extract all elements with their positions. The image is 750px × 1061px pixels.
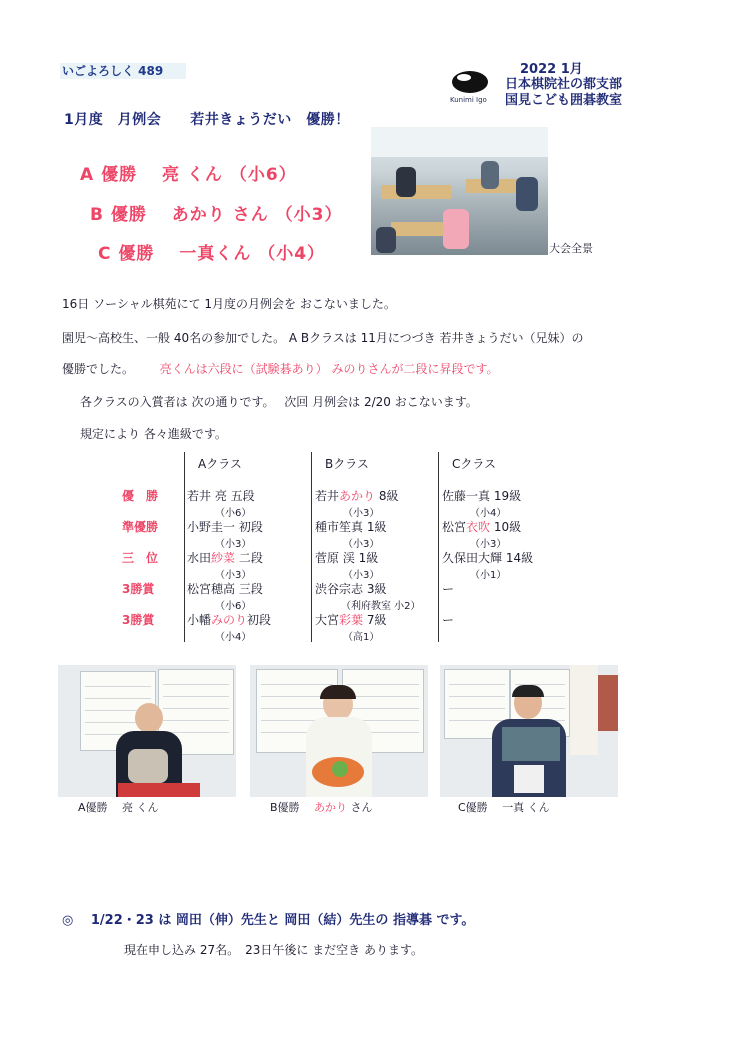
player-name-pre: ー (442, 613, 455, 627)
player-grade-b: （小3） (343, 539, 380, 550)
player-name-post: 7級 (363, 613, 387, 627)
issue-date: 2022 1月 (520, 62, 583, 77)
rank-label: 三 位 (122, 551, 159, 565)
player-grade-b: （小3） (343, 508, 380, 519)
player-name-pre: 松宮穂高 三段 (187, 582, 263, 596)
rank-label: 準優勝 (122, 520, 159, 534)
player-name-pre: 小野圭一 初段 (187, 520, 263, 534)
result-cell-b (315, 580, 386, 597)
player-name-pre: ー (442, 582, 455, 596)
result-cell-b (315, 487, 398, 504)
photo-c-caption (458, 799, 550, 815)
result-cell-c (442, 518, 521, 535)
player-grade-b: （小3） (343, 570, 380, 581)
photo-a-caption-pre: A優勝 (78, 801, 123, 814)
player-grade-a: （小6） (215, 508, 252, 519)
photo-c-caption-post: 一真 くん (502, 801, 550, 814)
player-name-hl: みのり (211, 613, 248, 627)
body-line-1: 16日 ソーシャル棋苑にて 1月度の月例会を おこないました。 (62, 297, 396, 311)
photo-b-caption (270, 799, 373, 815)
column-divider (438, 452, 439, 642)
tournament-overview-photo (371, 127, 548, 255)
player-grade-c: （小4） (470, 508, 507, 519)
logo-text: Kunimi Igo (450, 96, 487, 104)
teaching-game-notice: ◎ 1/22・23 は 岡田（伸）先生と 岡田（結）先生の 指導碁 です。 (62, 913, 475, 928)
org-name: 日本棋院社の都支部 (505, 77, 623, 92)
classroom-name: 国見こども囲碁教室 (505, 93, 623, 108)
player-name-pre: 大宮 (315, 613, 340, 627)
photo-a-caption (78, 799, 159, 815)
player-grade-a: （小3） (215, 570, 252, 581)
result-cell-a (187, 611, 271, 628)
player-name-post: 二段 (235, 551, 263, 565)
body-line-5: 規定により 各々進級です。 (80, 427, 227, 441)
result-cell-a (187, 487, 255, 504)
result-cell-c (442, 487, 521, 504)
column-divider (184, 452, 185, 642)
player-name-hl: 彩葉 (339, 613, 364, 627)
player-grade-a: （小6） (215, 601, 252, 612)
player-name-pre: 若井 亮 五段 (187, 489, 255, 503)
winner-b: B 優勝 あかり さん （小3） (90, 205, 343, 225)
go-stone-logo-icon (452, 71, 488, 93)
body-line-4: 各クラスの入賞者は 次の通りです。 次回 月例会は 2/20 おこないます。 (80, 395, 478, 409)
player-name-pre: 佐藤一真 19級 (442, 489, 522, 503)
result-cell-b (315, 611, 386, 628)
player-grade-b: （高1） (343, 632, 380, 643)
result-cell-b (315, 518, 386, 535)
player-grade-a: （小4） (215, 632, 252, 643)
rank-label: 3勝賞 (122, 582, 155, 596)
kunimi-igo-logo (452, 71, 488, 111)
photo-a-winner (58, 665, 236, 797)
result-cell-a (187, 549, 263, 566)
photo-b-caption-post: さん (347, 801, 373, 814)
player-name-pre: 渋谷宗志 3級 (315, 582, 387, 596)
player-name-pre: 若井 (315, 489, 340, 503)
body-line-3a: 優勝でした。 (62, 362, 135, 376)
photo-c-winner (440, 665, 618, 797)
body-line-3b: 亮くんは六段に（試験碁あり） みのりさんが二段に昇段です。 (159, 362, 499, 376)
rank-label: 3勝賞 (122, 613, 155, 627)
player-grade-a: （小3） (215, 539, 252, 550)
series-label: いごよろしく 489 (60, 63, 186, 79)
player-grade-c: （小3） (470, 539, 507, 550)
page-headline: 1月度 月例会 若井きょうだい 優勝！ (64, 112, 350, 128)
player-name-pre: 松宮 (442, 520, 467, 534)
result-cell-c (442, 549, 533, 566)
player-name-pre: 菅原 渓 1級 (315, 551, 379, 565)
photo-a-caption-post: 亮 くん (122, 801, 159, 814)
result-cell-b (315, 549, 378, 566)
player-name-post: 10級 (490, 520, 522, 534)
photo-c-caption-pre: C優勝 (458, 801, 503, 814)
player-name-pre: 種市笙真 1級 (315, 520, 387, 534)
player-name-hl: 紗菜 (211, 551, 236, 565)
player-name-pre: 久保田大輝 14級 (442, 551, 534, 565)
main-photo-caption: 大会全景 (549, 242, 593, 255)
player-name-hl: 衣吹 (466, 520, 491, 534)
player-name-hl: あかり (339, 489, 376, 503)
result-cell-a (187, 518, 263, 535)
header-a-class: Aクラス (198, 457, 242, 471)
winner-a: A 優勝 亮 くん （小6） (80, 165, 297, 185)
result-cell-c (442, 580, 454, 597)
player-name-pre: 水田 (187, 551, 212, 565)
photo-b-caption-name: あかり (314, 801, 348, 814)
body-line-3 (62, 361, 499, 377)
header-b-class: Bクラス (325, 457, 369, 471)
result-cell-c (442, 611, 454, 628)
player-name-post: 初段 (247, 613, 272, 627)
registration-status: 現在申し込み 27名。 23日午後に まだ空き あります。 (124, 943, 424, 957)
player-name-post: 8級 (375, 489, 399, 503)
rank-label: 優 勝 (122, 489, 159, 503)
column-divider (311, 452, 312, 642)
body-line-2: 園児～高校生、一般 40名の参加でした。 A Bクラスは 11月につづき 若井きょうだい（兄妹）の (62, 331, 584, 345)
photo-b-winner (250, 665, 428, 797)
player-grade-b: （利府教室 小2） (341, 601, 421, 612)
winner-c: C 優勝 一真くん （小4） (98, 244, 326, 264)
player-name-pre: 小幡 (187, 613, 212, 627)
header-c-class: Cクラス (452, 457, 497, 471)
result-cell-a (187, 580, 263, 597)
player-grade-c: （小1） (470, 570, 507, 581)
photo-b-caption-pre: B優勝 (270, 801, 315, 814)
